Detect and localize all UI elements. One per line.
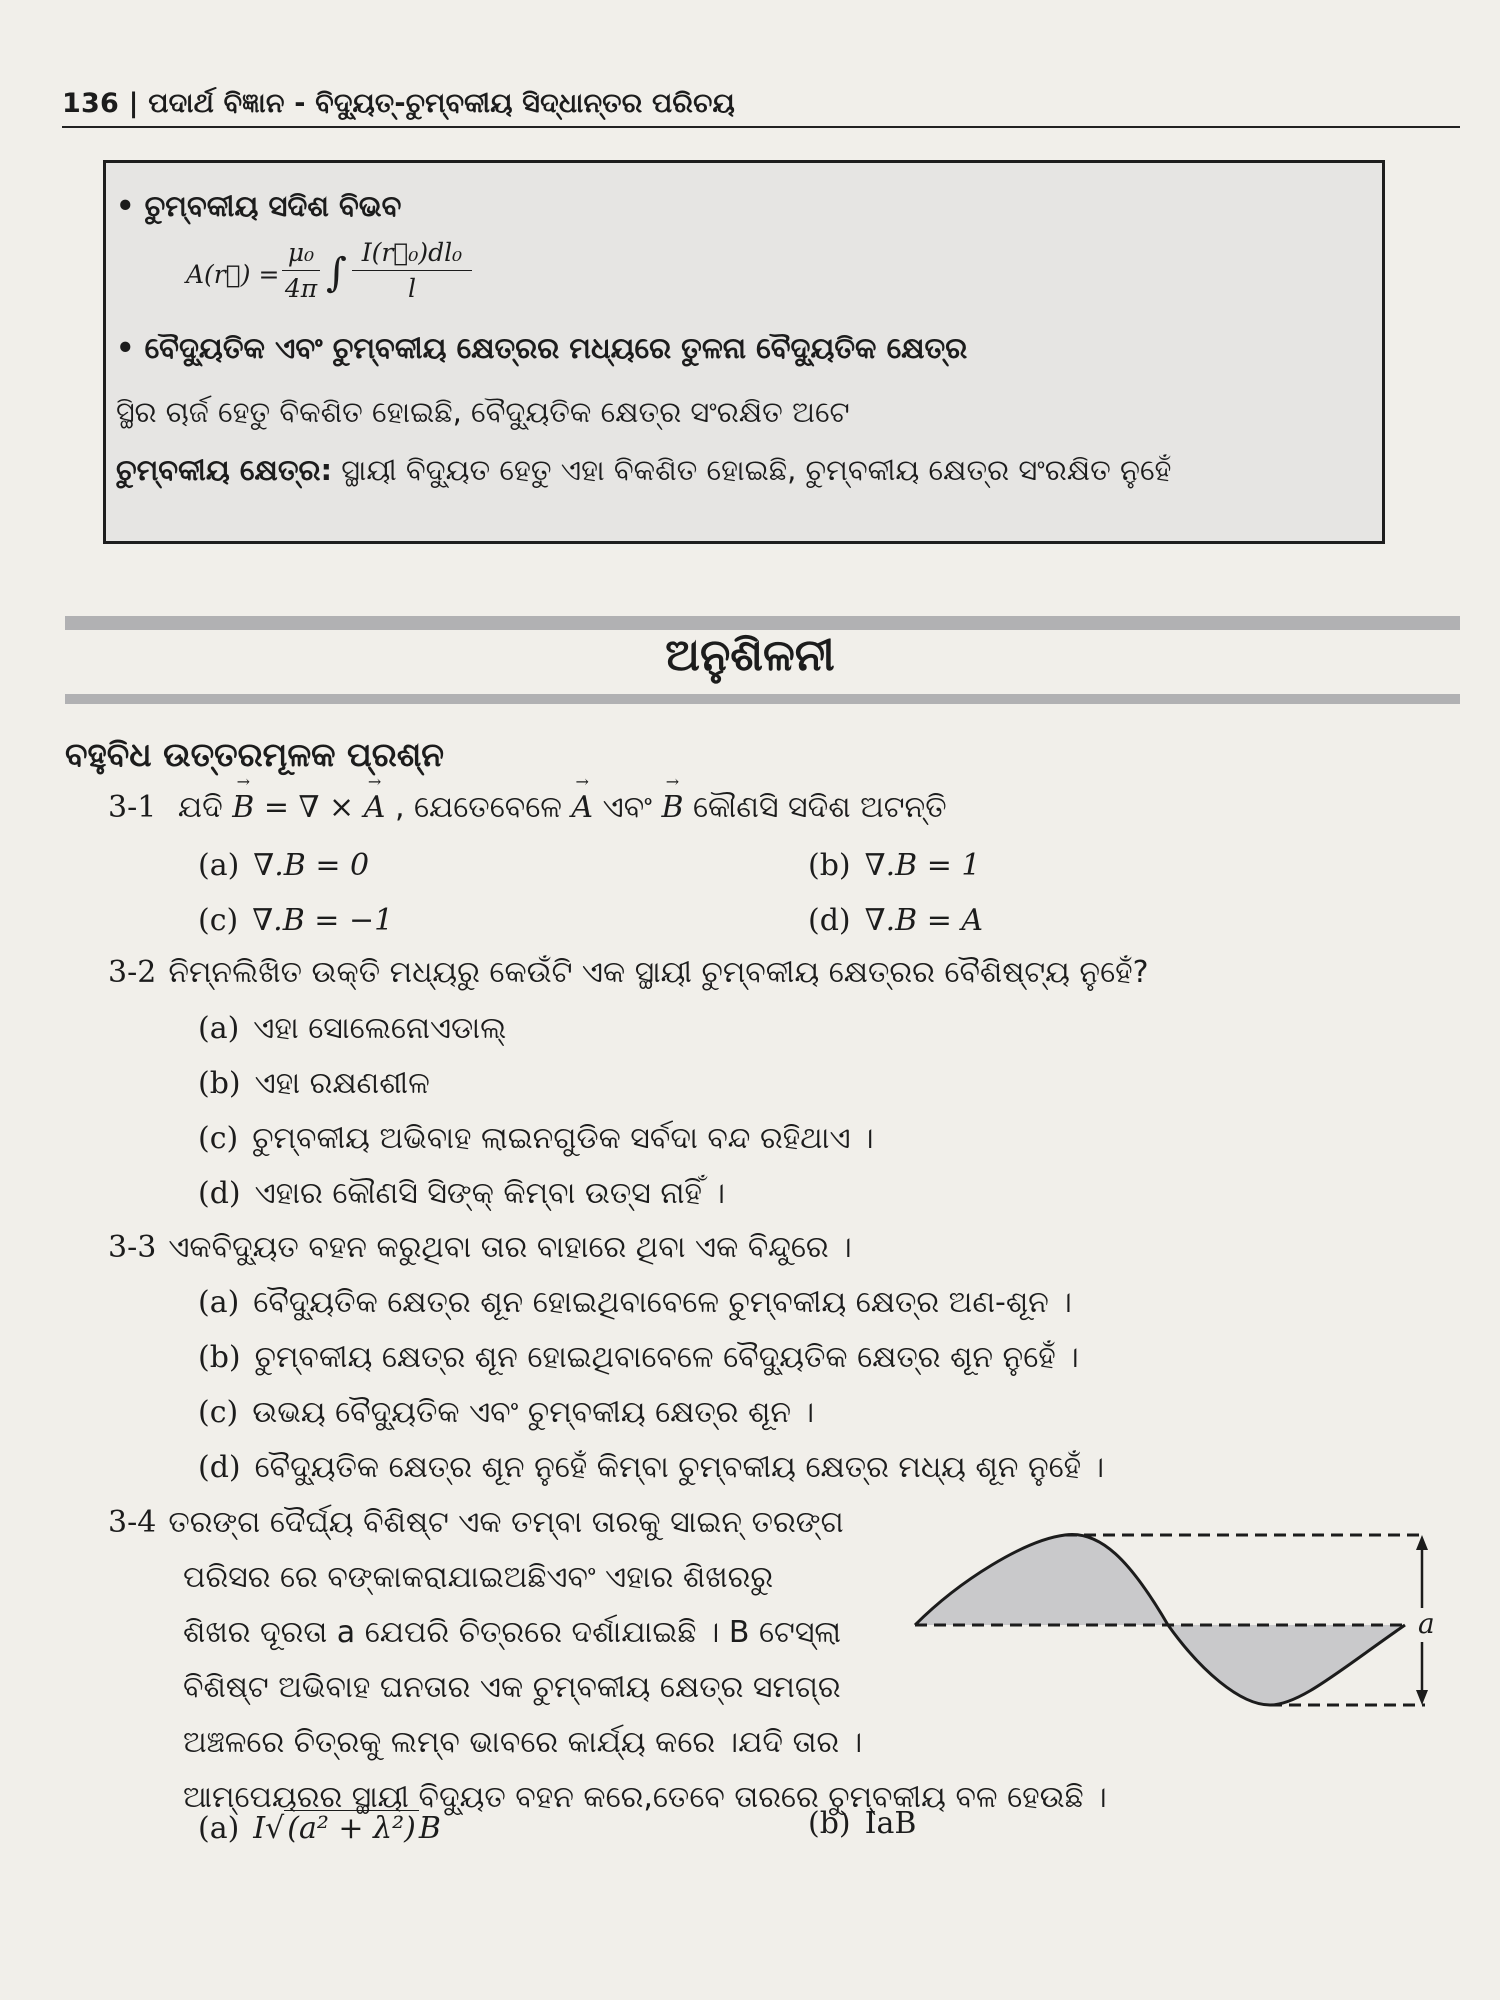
question-3-1 xyxy=(108,790,947,825)
option-label: (a) xyxy=(198,848,240,883)
option-3-3-b xyxy=(198,1340,1079,1375)
question-3-2 xyxy=(108,955,1149,990)
option-text: ∇.B = 1 xyxy=(864,848,981,883)
option-label: (d) xyxy=(198,1450,241,1485)
option-text: IaB xyxy=(864,1806,917,1841)
option-3-4-a: (a) I√ (a² + λ²) B xyxy=(198,1811,441,1846)
vector-potential-formula xyxy=(186,238,546,318)
option-3-3-d xyxy=(198,1450,1104,1485)
wave-shaded-trough xyxy=(1168,1625,1405,1705)
section-band-bottom xyxy=(65,694,1460,704)
option-label: (a) xyxy=(198,1811,240,1846)
magnetic-field-label: ଚୁମ୍ବକୀୟ କ୍ଷେତ୍ର: xyxy=(116,453,333,487)
section-band-top xyxy=(65,616,1460,630)
integral-sign: ∫ xyxy=(326,250,347,296)
question-3-4 xyxy=(108,1505,844,1540)
option-text: ବୈଦ୍ୟୁତିକ କ୍ଷେତ୍ର ଶୂନ ହୋଇଥିବାବେଳେ ଚୁମ୍ବକୀୟ କ୍ଷେତ୍ର ଅଣ-ଶୂନ । xyxy=(253,1285,1072,1320)
question-number: 3-4 xyxy=(108,1505,157,1540)
option-text: ବୈଦ୍ୟୁତିକ କ୍ଷେତ୍ର ଶୂନ ନୁହେଁ କିମ୍ବା ଚୁମ୍ବକୀୟ କ୍ଷେତ୍ର ମଧ୍ୟ ଶୂନ ନୁହେଁ । xyxy=(254,1450,1105,1485)
option-text: ∇.B = A xyxy=(864,903,984,938)
summary-magnetic-field-line xyxy=(116,453,1171,488)
option-text: ଚୁମ୍ବକୀୟ କ୍ଷେତ୍ର ଶୂନ ହୋଇଥିବାବେଳେ ବୈଦ୍ୟୁତିକ କ୍ଷେତ୍ର ଶୂନ ନୁହେଁ । xyxy=(254,1340,1079,1375)
question-number: 3-1 xyxy=(108,790,157,825)
formula-coefficient xyxy=(282,238,320,303)
option-3-3-a xyxy=(198,1285,1072,1320)
page-number: 136 xyxy=(62,88,119,119)
option-text: ଏହା ସୋଲେନୋଏଡାଲ୍ xyxy=(253,1011,507,1046)
option-text: ଏହାର କୌଣସି ସିଙ୍କ୍ କିମ୍ବା ଉତ୍ସ ନାହିଁ । xyxy=(254,1176,726,1211)
formula-int-num: I(r⃗₀)dl₀ xyxy=(352,238,472,271)
option-label: (c) xyxy=(198,1395,239,1430)
option-label: (b) xyxy=(808,1806,851,1841)
option-3-1-a xyxy=(198,848,369,883)
option-3-2-c xyxy=(198,1121,874,1156)
option-label: (d) xyxy=(198,1176,241,1211)
question-number: 3-3 xyxy=(108,1230,157,1265)
question-text: ଏବଂ xyxy=(602,790,662,825)
vector-B: → B xyxy=(661,790,683,825)
option-3-1-b xyxy=(808,848,980,883)
section-title: ଅନୁଶିଳନୀ xyxy=(665,630,835,681)
magnetic-field-text: ସ୍ଥାୟୀ ବିଦ୍ୟୁତ ହେତୁ ଏହା ବିକଶିତ ହୋଇଛି, ଚୁମ୍ବକୀୟ କ୍ଷେତ୍ର ସଂରକ୍ଷିତ ନୁହେଁ xyxy=(332,453,1172,487)
option-field: B xyxy=(418,1811,441,1846)
option-label: (b) xyxy=(198,1066,241,1101)
mcq-subheading: ବହୁବିଧ ଉତ୍ତରମୂଳକ ପ୍ରଶ୍ନ xyxy=(65,735,445,774)
question-3-4-line-6: ଆମ୍ପେୟରର ସ୍ଥାୟୀ ବିଦ୍ୟୁତ ବହନ କରେ,ତେବେ ତାରରେ ଚୁମ୍ବକୀୟ ବଳ ହେଉଛି । xyxy=(183,1780,1107,1815)
arrow-head-up xyxy=(1416,1535,1428,1550)
option-label: (a) xyxy=(198,1285,240,1320)
option-label: (c) xyxy=(198,903,239,938)
formula-int-den: l xyxy=(408,274,416,303)
formula-integrand xyxy=(352,238,472,303)
option-sqrt-term: (a² + λ²) xyxy=(284,1810,419,1846)
question-number: 3-2 xyxy=(108,955,157,990)
option-3-4-b xyxy=(808,1806,916,1841)
summary-bullet-vector-potential: • ଚୁମ୍ବକୀୟ ସଦିଶ ବିଭବ xyxy=(116,189,402,223)
question-3-4-line-3: ଶିଖର ଦୂରତା a ଯେପରି ଚିତ୍ରରେ ଦର୍ଶାଯାଇଛି । B ଟେସ୍ଲା xyxy=(183,1615,842,1650)
question-text: ନିମ୍ନଲିଖିତ ଉକ୍ତି ମଧ୍ୟରୁ କେଉଁଟି ଏକ ସ୍ଥାୟୀ ଚୁମ୍ବକୀୟ କ୍ଷେତ୍ରର ବୈଶିଷ୍ଟ୍ୟ ନୁହେଁ? xyxy=(168,955,1149,990)
option-text: ଚୁମ୍ବକୀୟ ଅଭିବାହ ଲାଇନଗୁଡିକ ସର୍ବଦା ବନ୍ଦ ରହିଥାଏ । xyxy=(252,1121,874,1156)
option-3-2-b xyxy=(198,1066,430,1101)
question-text: ତରଙ୍ଗ ଦୈର୍ଘ୍ୟ ବିଶିଷ୍ଟ ଏକ ତମ୍ବା ତାରକୁ ସାଇନ୍ ତରଙ୍ଗ xyxy=(168,1505,844,1540)
option-3-3-c xyxy=(198,1395,814,1430)
chapter-title: | ପଦାର୍ଥ ବିଜ୍ଞାନ - ବିଦ୍ୟୁତ୍-ଚୁମ୍ବକୀୟ ସିଦ୍ଧାନ୍ତର ପରିଚୟ xyxy=(128,88,735,119)
summary-bullet-comparison: • ବୈଦ୍ୟୁତିକ ଏବଂ ଚୁମ୍ବକୀୟ କ୍ଷେତ୍ରର ମଧ୍ୟରେ ତୁଳନା ବୈଦ୍ୟୁତିକ କ୍ଷେତ୍ର xyxy=(116,331,968,365)
vector-B: → B xyxy=(232,790,254,825)
option-text: ଏହା ରକ୍ଷଣଶୀଳ xyxy=(254,1066,430,1101)
summary-electric-field-line: ସ୍ଥିର ଚାର୍ଜ ହେତୁ ବିକଶିତ ହୋଇଛି, ବୈଦ୍ୟୁତିକ କ୍ଷେତ୍ର ସଂରକ୍ଷିତ ଅଟେ xyxy=(116,395,850,429)
question-text: ଯଦି xyxy=(177,790,233,825)
option-text: ଉଭୟ ବୈଦ୍ୟୁତିକ ଏବଂ ଚୁମ୍ବକୀୟ କ୍ଷେତ୍ର ଶୂନ । xyxy=(252,1395,815,1430)
vector-A: → A xyxy=(571,790,593,825)
option-label: (b) xyxy=(808,848,851,883)
arrow-head-down xyxy=(1416,1690,1428,1705)
question-3-3 xyxy=(108,1230,852,1265)
question-3-4-line-2: ପରିସର ରେ ବଙ୍କାକରାଯାଇଅଛିଏବଂ ଏହାର ଶିଖରରୁ xyxy=(183,1560,774,1595)
header-rule xyxy=(62,126,1460,128)
option-label: (d) xyxy=(808,903,851,938)
option-3-2-d xyxy=(198,1176,725,1211)
option-current: I xyxy=(253,1811,266,1846)
sine-wave-figure xyxy=(900,1520,1450,1720)
option-3-1-c xyxy=(198,903,393,938)
page-header xyxy=(62,88,1462,120)
figure-label-a: a xyxy=(1418,1607,1435,1640)
question-text: କୌଣସି ସଦିଶ ଅଟନ୍ତି xyxy=(693,790,947,825)
question-3-4-line-5: ଅଞ୍ଚଳରେ ଚିତ୍ରକୁ ଲମ୍ବ ଭାବରେ କାର୍ଯ୍ୟ କରେ ।ଯଦି ତାର । xyxy=(183,1725,863,1760)
option-label: (a) xyxy=(198,1011,240,1046)
option-label: (b) xyxy=(198,1340,241,1375)
question-3-4-line-4: ବିଶିଷ୍ଟ ଅଭିବାହ ଘନତାର ଏକ ଚୁମ୍ବକୀୟ କ୍ଷେତ୍ର ସମଗ୍ର xyxy=(183,1670,841,1705)
formula-coef-num: μ₀ xyxy=(282,238,320,271)
option-3-2-a xyxy=(198,1011,506,1046)
question-text: , ଯେତେବେଳେ xyxy=(394,790,572,825)
curl-expression: = ∇ × xyxy=(263,790,364,825)
option-text: ∇.B = −1 xyxy=(252,903,394,938)
option-text: ∇.B = 0 xyxy=(253,848,370,883)
formula-coef-den: 4π xyxy=(284,274,318,303)
option-3-1-d xyxy=(808,903,983,938)
question-text: ଏକବିଦ୍ୟୁତ ବହନ କରୁଥିବା ତାର ବାହାରେ ଥିବା ଏକ ବିନ୍ଦୁରେ । xyxy=(168,1230,852,1265)
vector-A: → A xyxy=(364,790,386,825)
wave-shaded-crest xyxy=(915,1534,1168,1625)
formula-lhs: A(r⃗) = xyxy=(186,260,280,289)
option-label: (c) xyxy=(198,1121,239,1156)
summary-box xyxy=(103,160,1385,544)
